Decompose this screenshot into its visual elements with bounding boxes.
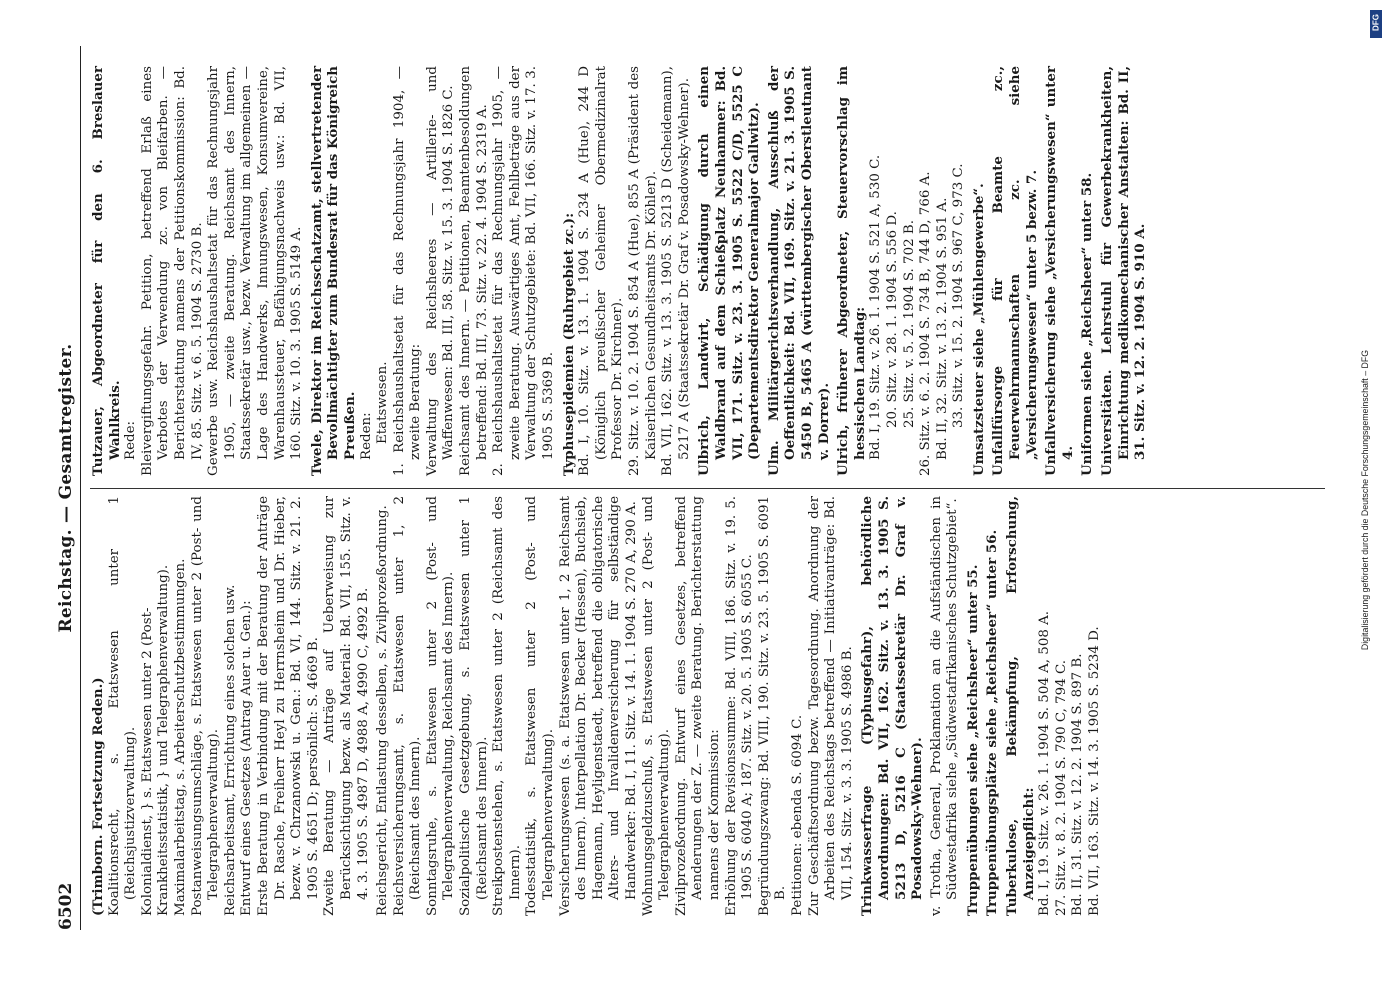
index-heading-entry: Unfallfürsorge für Beamte zc., Feuerwehrmannschaften zc. siehe „Versicherungswesen“ unter 5 bezw. 7. [990,66,1040,476]
index-heading-entry: Ulbrich, Landwirt, Schädigung durch einen Waldbrand auf dem Schießplatz Neuhammer: Bd. VII, 171. Sitz. v. 23. 3. 1905 S. 5522 C/D, 5525 C (Departementsdirektor Generalmajor Gallwitz). [696,66,763,476]
index-entry: Zur Geschäftsordnung bezw. Tagesordnung. Anordnung der Arbeiten des Reichstags betreffend — Initiativanträge: Bd. VII, 154. Sitz. v. 3. 3. 1905 S. 4986 B. [806,496,855,916]
right-column [90,66,1149,476]
index-entry: Zweite Beratung — Anträge auf Ueberweisung zur Berücksichtigung bezw. als Material: Bd. VII, 155. Sitz. v. 4. 3. 1905 S. 4987 D, 4988 A, 4990 C, 4992 B. [322,496,371,916]
index-heading-entry: Ulrich, früherer Abgeordneter, Steuervorschlag im hessischen Landtag: [835,66,868,476]
index-entry: Bd. II, 31. Sitz. v. 12. 2. 1904 S. 897 B. [1070,653,1086,916]
index-entry: Erste Beratung in Verbindung mit der Beratung der Anträge Dr. Rasche, Freiherr Heyl zu Herrnsheim und Dr. Hieber, bezw. v. Chrzanowski u. Gen.: Bd. VI, 144. Sitz. v. 21. 2. 1905 S. 4651 D; persönlich: S. 4669 B. [255,496,321,916]
index-entry: 25. Sitz. v. 5. 2. 1904 S. 702 B. [901,220,917,428]
index-entry: Koalitionsrecht, s. Etatswesen unter 1 (Reichsjustizverwaltung). [106,496,139,916]
index-entry: Postanweisungsumschläge, s. Etatswesen unter 2 (Post- und Telegraphenverwaltung). [189,496,222,916]
index-heading-entry: Trinkwasserfrage (Typhusgefahr), behördliche Anordnungen: Bd. VII, 162. Sitz. v. 13. 3. 1905 S. 5213 D, 5216 C (Staatssekretär Dr. Graf v. Posadowsky-Wehner). [859,496,926,916]
index-entry: 29. Sitz. v. 10. 2. 1904 S. 854 A (Hue), 855 A (Präsident des Kaiserlichen Gesundheitsamts Dr. Köhler). [627,66,659,476]
page-number: 6502 [56,882,76,930]
digitization-footer: Digitalisierung gefördert durch die Deutsche Forschungsgemeinschaft – DFG [1360,349,1370,651]
index-entry: Zivilprozeßordnung. Entwurf eines Gesetzes, betreffend Aenderungen der Z. — zweite Beratung. Berichterstattung namens der Kommission: [673,496,722,916]
index-entry: Reichsarbeitsamt, Errichtung eines solchen usw. [222,584,238,916]
index-entry: Rede: [123,420,139,460]
index-entry: 1. Reichshaushaltsetat für das Rechnungsjahr 1904, — zweite Beratung: [391,66,424,476]
header-rule [80,46,81,930]
index-entry: Bd. II, 32. Sitz. v. 13. 2. 1904 S. 951 A. [934,197,950,460]
index-entry: Bd. VII, 162. Sitz. v. 13. 3. 1905 S. 5213 D (Scheidemann), 5217 A (Staatssekretär Dr. Graf v. Posadowsky-Wehner). [660,66,692,476]
index-heading-entry: v. Trotha, General, Proklamation an die Aufständischen in Südwestafrika siehe „Südwestafrikanisches Schutzgebiet“. [928,496,961,916]
index-entry: Reichsversicherungsamt, s. Etatswesen unter 1, 2 (Reichsamt des Innern). [391,496,424,916]
index-entry: Streikpostenstehen, s. Etatswesen unter 2 (Reichsamt des Innern). [491,496,523,916]
index-entry: 26. Sitz. v. 6. 2. 1904 S. 734 B, 744 D, 766 A. [918,171,934,476]
index-entry: Bd. I, 10. Sitz. v. 13. 1. 1904 S. 234 A (Hue), 244 D (Königlich preußischer Geheimer Obermedizinalrat Professor Dr. Kirchner). [577,66,626,476]
left-continuation-heading: (Trimborn. Fortsetzung Reden.) [90,677,106,916]
index-entry: Sozialpolitische Gesetzgebung, s. Etatswesen unter 1 (Reichsamt des Innern). [458,496,490,916]
index-heading-entry: Truppenübungen siehe „Reichsheer“ unter 55. [964,564,981,916]
dfg-logo [1370,10,1382,38]
index-heading-entry: Ulm. Militärgerichtsverhandlung, Ausschluß der Oeffentlichkeit: Bd. VII, 169. Sitz. v. 21. 3. 1905 S. 5450 B, 5465 A (württembergischer Oberstleutnant v. Dorrer). [765,66,832,476]
index-entry: 33. Sitz. v. 15. 2. 1904 S. 967 C, 973 C. [951,163,967,428]
index-entry: 2. Reichshaushaltsetat für das Rechnungsjahr 1905, — zweite Beratung. Auswärtiges Amt, Fehlbeträge aus der Verwaltung der Schutzgebiete: Bd. VII, 166. Sitz. v. 17. 3. 1905 S. 5369 B. [491,66,557,476]
index-entry: Bd. VII, 163. Sitz. v. 14. 3. 1905 S. 5234 D. [1087,626,1103,916]
index-entry: Erhöhung der Revisionssumme: Bd. VIII, 186. Sitz. v. 19. 5. 1905 S. 6040 A; 187. Sitz. v. 20. 5. 1905 S. 6055 C. [723,496,756,916]
index-entry: Bd. I, 19. Sitz. v. 26. 1. 1904 S. 504 A, 508 A. [1037,610,1053,916]
index-heading-entry: Truppenübungsplätze siehe „Reichsheer“ unter 56. [984,529,1001,916]
left-column [90,496,1104,916]
index-heading-entry: Tuberkulose, Bekämpfung, Erforschung, Anzeigepflicht: [1004,496,1037,916]
index-entry: Petitionen: ebenda S. 6094 C. [789,714,805,916]
index-heading-entry: Typhusepidemien (Ruhrgebiet zc.): [560,212,577,476]
index-heading-entry: Twele, Direktor im Reichsschatzamt, stellvertretender Bevollmächtigter zum Bundesrat für das Königreich Preußen. [308,66,358,476]
index-entry: Begründungszwang: Bd. VIII, 190. Sitz. v. 23. 5. 1905 S. 6091 B. [756,496,789,916]
index-heading-entry: Unfallversicherung siehe „Versicherungswesen“ unter 4. [1043,66,1076,476]
index-entry: Bleivergiftungsgefahr. Petition, betreffend Erlaß eines Verbotes der Verwendung zc. von Bleifarben. — Berichterstattung namens der Petitionskommission: Bd. IV, 85. Sitz. v. 6. 5. 1904 S. 2730 B. [139,66,205,476]
index-entry: Gewerbe usw. Reichshaushaltsetat für das Rechnungsjahr 1905, — zweite Beratung. Reichsamt des Innern, Staatssekretär usw., bezw. Verwaltung im allgemeinen — Lage des Handwerks, Innungswesen, Konsumvereine, Warenhaussteuer, Befähigungsnachweis usw.: Bd. VII, 160. Sitz. v. 10. 3. 1905 S. 5149 A. [206,66,305,476]
index-heading-entry: Universitäten. Lehrstuhl für Gewerbekrankheiten, Einrichtung medikomechanischer Anstalten: Bd. II, 31. Sitz. v. 12. 2. 1904 S. 910 A. [1099,66,1149,476]
dfg-logo-text: DFG [1371,14,1381,31]
index-entry: 20. Sitz. v. 28. 1. 1904 S. 556 D. [884,211,900,428]
index-entry: Reden: [358,412,374,460]
index-entry: Reichsgericht, Entlastung desselben, s. Zivilprozeßordnung. [375,505,391,916]
index-entry: Kolonialdienst, } s. Etatswesen unter 2 (Post- [139,607,155,916]
index-entry: Verwaltung des Reichsheeres — Artillerie- und Waffenwesen: Bd. III, 58. Sitz. v. 15. 3. 1904 S. 1826 C. [424,66,457,476]
index-entry: Versicherungswesen (s. a. Etatswesen unter 1, 2 Reichsamt des Innern). Interpellation Dr. Becker (Hessen), Buchsieb, Hagemann, Heyligenstaedt, betreffend die obligatorische Alters- und Invalidenversicherung für selbständige Handwerker: Bd. I, 11. Sitz. v. 14. 1. 1904 S. 270 A, 290 A. [557,496,639,916]
index-entry: Sonntagsruhe, s. Etatswesen unter 2 (Post- und Telegraphenverwaltung, Reichsamt des Innern). [424,496,457,916]
index-entry: Krankheitsstatistik, } und Telegraphenverwaltung). [156,564,172,916]
index-entry: Etatswesen. [375,361,391,444]
index-entry: 27. Sitz. v. 8. 2. 1904 S. 790 C, 794 C. [1053,660,1069,916]
index-entry: Entwurf eines Gesetzes (Antrag Auer u. Gen.): [239,600,255,916]
index-entry: Todesstatistik, s. Etatswesen unter 2 (Post- und Telegraphenverwaltung). [524,496,557,916]
column-divider [90,488,1325,489]
index-heading-entry: Umsatzsteuer siehe „Mühlengewerbe“. [970,183,987,476]
index-entry: Maximalarbeitstag, s. Arbeiterschutzbestimmungen. [172,558,188,916]
page-title: Reichstag. — Gesamtregister. [56,343,76,633]
index-entry: Wohnungsgeldzuschuß, s. Etatswesen unter 2 (Post- und Telegraphenverwaltung). [640,496,673,916]
index-heading-entry: Uniformen siehe „Reichsheer“ unter 58. [1079,172,1096,476]
page-header [56,46,82,930]
index-entry: Reichsamt des Innern. — Petitionen, Beamtenbesoldungen betreffend: Bd. III, 73. Sitz. v. 22. 4. 1904 S. 2319 A. [458,66,490,476]
index-heading-entry: Tutzauer, Abgeordneter für den 6. Breslauer Wahlkreis. [90,66,123,476]
index-entry: Bd. I, 19. Sitz. v. 26. 1. 1904 S. 521 A, 530 C. [868,154,884,460]
